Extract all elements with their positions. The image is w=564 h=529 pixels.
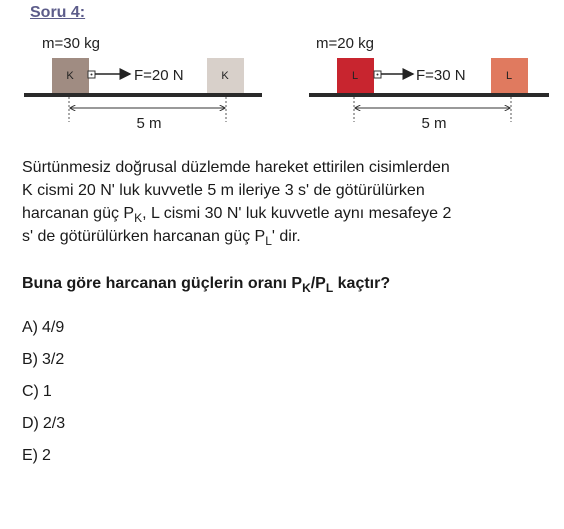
problem-line-3-pre: harcanan güç P: [22, 205, 135, 222]
problem-line-2: K cismi 20 N' luk kuvvetle 5 m ileriye 3 s' de götürülürken: [22, 182, 425, 199]
force-label-l: F=30 N: [416, 67, 466, 84]
option-b-letter: B): [22, 351, 38, 368]
option-c-letter: C): [22, 383, 39, 400]
mass-label-l: m=20 kg: [316, 35, 374, 52]
block-k-end-label: K: [221, 70, 229, 82]
ground-l: [309, 93, 549, 97]
problem-text: [22, 156, 552, 248]
option-b[interactable]: [22, 350, 69, 382]
question-pre: Buna göre harcanan güçlerin oranı P: [22, 275, 303, 292]
question-text: [22, 275, 390, 293]
question-subscript-l: L: [325, 281, 334, 295]
problem-line-3: [22, 202, 552, 225]
problem-line-4: [22, 225, 552, 248]
question-mid: /P: [310, 275, 326, 292]
option-b-text: 3/2: [42, 351, 65, 368]
option-e-text: 2: [42, 447, 51, 464]
option-a[interactable]: [22, 318, 69, 350]
problem-line-3-post: , L cismi 30 N' luk kuvvetle aynı mesafeye 2: [142, 205, 452, 222]
force-label-k: F=20 N: [134, 67, 184, 84]
option-d-text: 2/3: [42, 415, 66, 432]
question-number: Soru 4:: [30, 4, 86, 21]
option-d[interactable]: [22, 414, 69, 446]
option-c-text: 1: [42, 383, 52, 400]
option-e[interactable]: [22, 446, 69, 478]
option-c[interactable]: [22, 382, 69, 414]
distance-label-l: 5 m: [421, 115, 447, 132]
mass-label-k: m=30 kg: [42, 35, 100, 52]
subscript-l: L: [265, 234, 272, 248]
question-subscript-k: K: [302, 281, 311, 295]
block-l-end-label: L: [505, 70, 513, 82]
problem-line-1: Sürtünmesiz doğrusal düzlemde hareket ettirilen cisimlerden: [22, 159, 450, 176]
ground-k: [24, 93, 262, 97]
force-diagram: [0, 0, 564, 140]
application-dot-l: [377, 74, 379, 76]
diagram-k: [24, 35, 262, 132]
block-l-start-label: L: [351, 70, 359, 82]
subscript-k: K: [134, 211, 143, 225]
option-a-text: 4/9: [42, 319, 65, 336]
block-k-start-label: K: [66, 70, 74, 82]
answer-options: [22, 318, 69, 478]
application-dot-k: [91, 74, 93, 76]
option-e-letter: E): [22, 447, 38, 464]
question-post: kaçtır?: [333, 275, 391, 292]
option-d-letter: D): [22, 415, 39, 432]
diagram-l: [309, 35, 549, 132]
problem-line-4-post: ' dir.: [271, 228, 301, 245]
problem-line-4-pre: s' de götürülürken harcanan güç P: [22, 228, 266, 245]
distance-label-k: 5 m: [136, 115, 162, 132]
option-a-letter: A): [22, 319, 38, 336]
